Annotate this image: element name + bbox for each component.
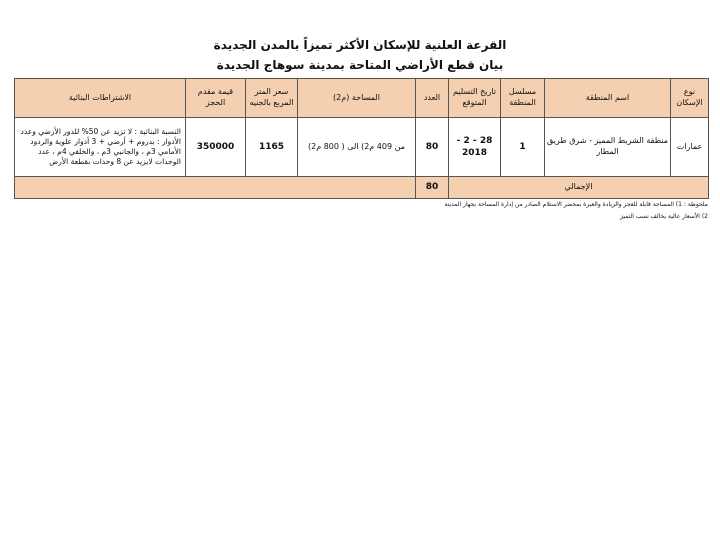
- header-delivery-date: تاريخ التسليم المتوقع: [449, 79, 501, 118]
- header-area-name: اسم المنطقة: [545, 79, 671, 118]
- cell-conditions: النسبة البنائية : لا تزيد عن 50% للدور الأرضي وعدد الأدوار : بدروم + أرضي + 3 أدوار علوية والردود الأمامي 3م ، والجانبي 3م ، والخلفي 4م ، عدد الوحدات لايزيد عن 8 وحدات بقطعة الأرض: [15, 118, 186, 177]
- page-title: القرعة العلنية للإسكان الأكثر تميزاً بالمدن الجديدة: [213, 38, 507, 52]
- land-plots-table: [14, 78, 709, 199]
- header-area-serial: مسلسل المنطقة: [501, 79, 545, 118]
- header-housing-type: نوع الإسكان: [671, 79, 709, 118]
- total-count: 80: [416, 177, 449, 199]
- note-line-1: ملحوظة : 1) المساحة قابلة للعجز والزيادة والعبرة بمحضر الاستلام الصادر من إدارة المساحة بجهاز المدينة: [444, 201, 708, 208]
- notes: [248, 199, 708, 223]
- cell-count: 80: [416, 118, 449, 177]
- cell-price-per-sqm: 1165: [246, 118, 298, 177]
- total-empty: [15, 177, 416, 199]
- header-conditions: الاشتراطات البنائية: [15, 79, 186, 118]
- cell-delivery-date: 28 - 2 - 2018: [449, 118, 501, 177]
- header-count: العدد: [416, 79, 449, 118]
- cell-area-serial: 1: [501, 118, 545, 177]
- note-line-2: 2) الأسعار عالية يخالف نسب التميز: [620, 213, 708, 220]
- table-header-row: [15, 79, 709, 118]
- header-deposit: قيمة مقدم الحجز: [186, 79, 246, 118]
- table-row: [15, 118, 709, 177]
- header-size: المساحة (م2): [298, 79, 416, 118]
- cell-deposit: 350000: [186, 118, 246, 177]
- cell-area-name: منطقة الشريط المميز - شرق طريق المطار: [545, 118, 671, 177]
- cell-housing-type: عمارات: [671, 118, 709, 177]
- total-label: الإجمالي: [449, 177, 709, 199]
- total-row: [15, 177, 709, 199]
- header-price-per-sqm: سعر المتر المربع بالجنيه: [246, 79, 298, 118]
- page-subtitle: بيان قطع الأراضي المتاحة بمدينة سوهاج الجديدة: [216, 58, 504, 72]
- cell-size: من 409 م2) الى ( 800 م2): [298, 118, 416, 177]
